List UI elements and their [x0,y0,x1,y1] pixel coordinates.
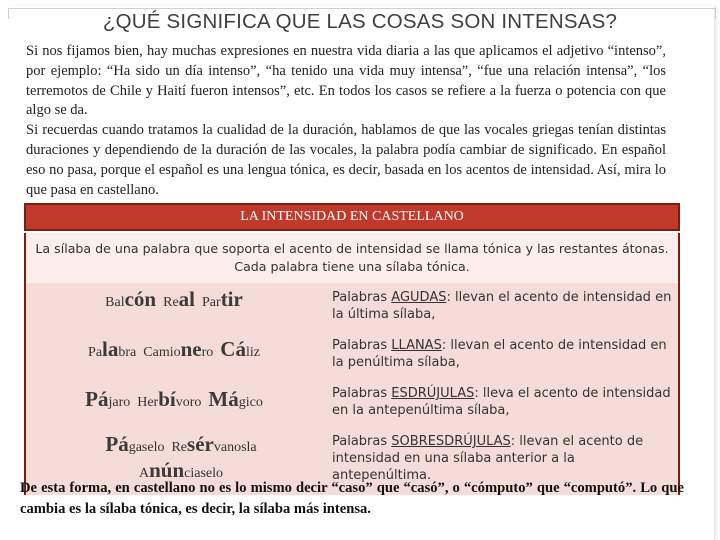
closing-paragraph: De esta forma, en castellano no es lo mismo decir “caso” que “casó”, o “cómputo” que “computó”. Lo que cambia es la sílaba tónica, es decir, la sílaba más intensa. [20,480,684,517]
example-word: Resérvanosla [171,432,257,456]
intro-paragraph-2: Si recuerdas cuando tratamos la cualidad de la duración, hablamos de que las vocales griegas tenían distintas duraciones y dependiendo de la duración de las vocales, la palabra podía cambiar de significado. En español eso no pasa, porque el español es una lengua tónica, es decir, basada en los acentos de intensidad. Así, mira lo que pasa en castellano. [26,122,666,198]
example-word: Balcón [105,287,157,311]
example-word: Anúnciaselo [138,458,224,482]
closing-text [20,478,684,520]
example-word: Pájaro [85,387,131,411]
stress-table [24,283,680,495]
intro-text [26,42,666,202]
example-word: Cáliz [220,337,260,361]
intro-paragraph-1: Si nos fijamos bien, hay muchas expresiones en nuestra vida diaria a las que aplicamos el adjetivo “intenso”, por ejemplo: “Ha sido un día intenso”, “ha tenido una vida muy intensa”, “fue una relación intensa”, “los terremotos de Chile y Haití fueron intensos”, etc. En todos los casos se refiere a la fuerza o potencia con que algo se da. [26,43,666,119]
example-word: Mágico [208,387,263,411]
word-type: AGUDAS [391,290,447,305]
example-word: Real [163,287,196,311]
example-word: Camionero [143,337,214,361]
example-words [26,287,322,312]
table-definition: La sílaba de una palabra que soporta el acento de intensidad se llama tónica y las restantes átonas. Cada palabra tiene una sílaba tónica. [24,233,680,283]
table-header: LA INTENSIDAD EN CASTELLANO [24,203,680,231]
example-word: Palabra [88,337,137,361]
word-type: ESDRÚJULAS [391,386,475,401]
example-word: Herbívoro [137,387,202,411]
row-description: Palabras AGUDAS: llevan el acento de intensidad en la última sílaba, [332,290,672,322]
page-title: ¿QUÉ SIGNIFICA QUE LAS COSAS SON INTENSAS? [102,10,618,33]
example-words [26,387,322,412]
row-description: Palabras ESDRÚJULAS: lleva el acento de intensidad en la antepenúltima sílaba, [332,386,671,418]
example-words [26,337,322,362]
example-word: Partir [202,287,243,311]
row-description: Palabras LLANAS: llevan el acento de intensidad en la penúltima sílaba, [332,338,667,370]
example-word: Págaselo [105,432,165,456]
word-type: LLANAS [391,338,442,353]
word-type: SOBRESDRÚJULAS [391,434,511,449]
row-description: Palabras SOBRESDRÚJULAS: llevan el acento de intensidad en una sílaba anterior a la antepenúltima. [332,434,644,483]
